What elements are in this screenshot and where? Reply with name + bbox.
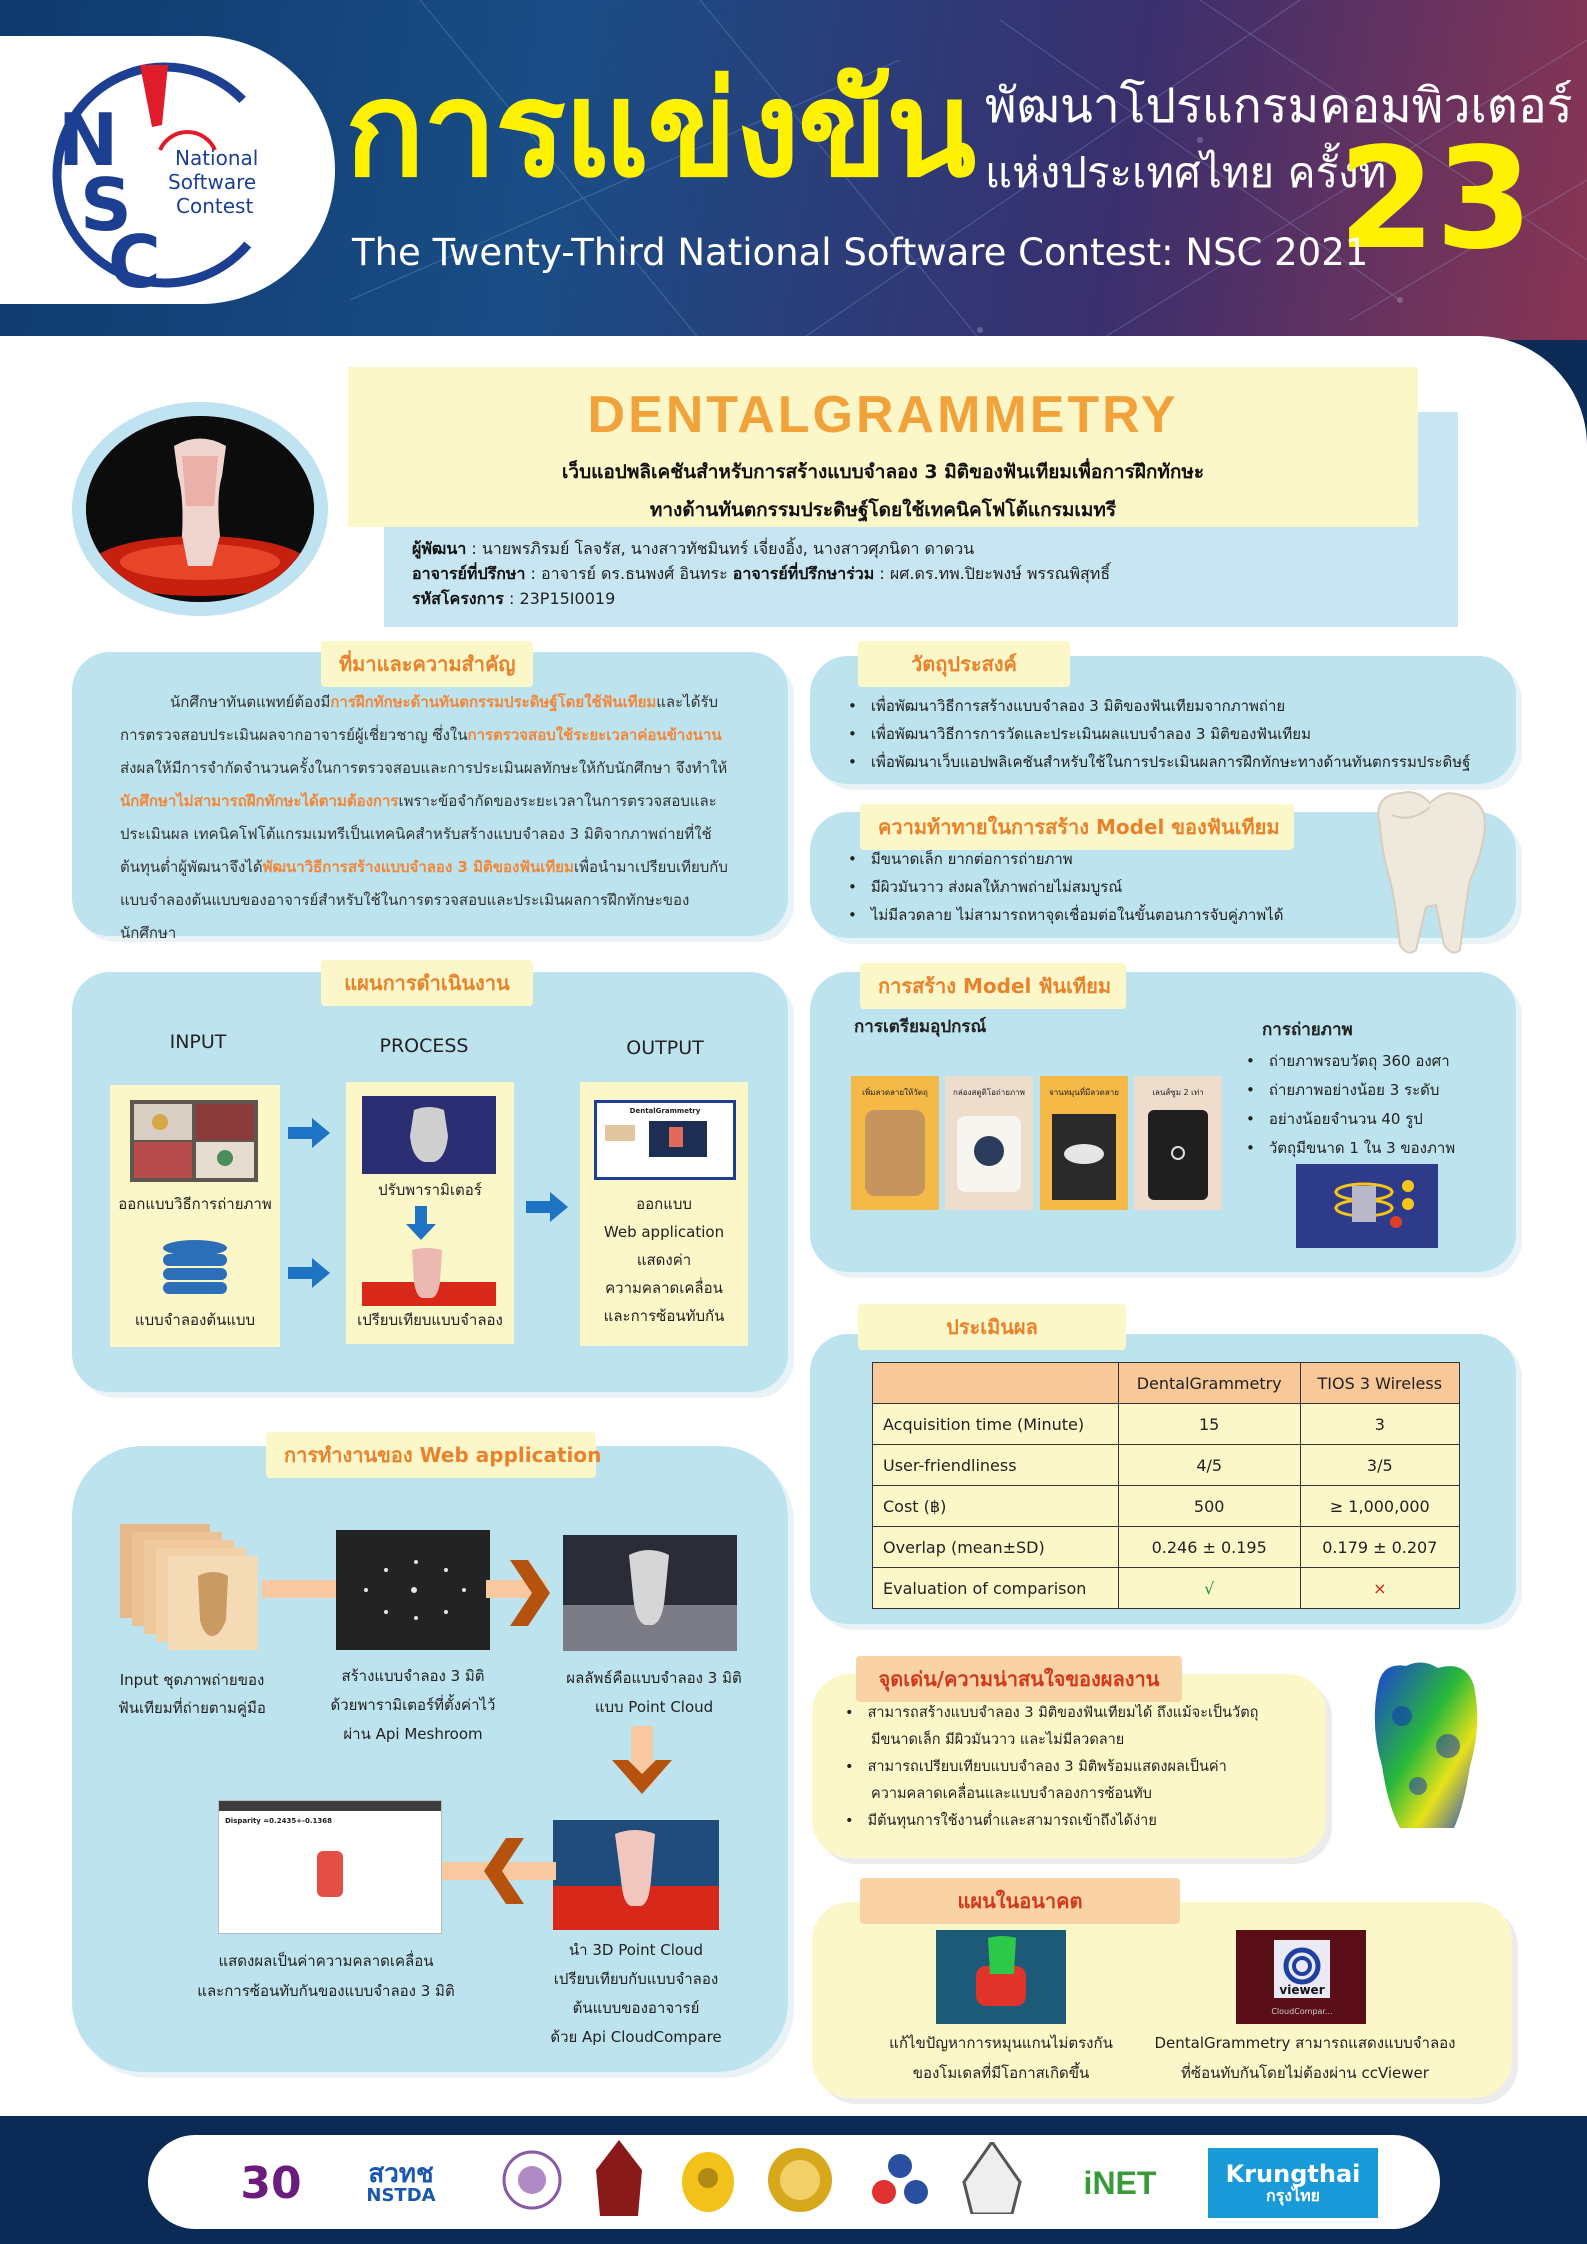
contest-title-english: The Twenty-Third National Software Contest: NSC 2021 bbox=[352, 231, 1369, 274]
bg-text-6a: ต้นทุนต่ำผู้พัฒนาจึงได้ bbox=[120, 858, 263, 876]
output-screen-title: DentalGrammetry bbox=[629, 1107, 701, 1115]
output-screen-image bbox=[594, 1100, 736, 1180]
seal-emblem-2 bbox=[594, 2140, 644, 2216]
capture-levels-image bbox=[1296, 1164, 1438, 1248]
photo-heading: การถ่ายภาพ bbox=[1262, 1020, 1353, 1040]
photo-samples-image bbox=[130, 1100, 258, 1182]
project-subtitle bbox=[348, 453, 1418, 529]
project-code-label: รหัสโครงการ bbox=[412, 589, 504, 608]
plan-title: แผนการดำเนินงาน bbox=[321, 960, 533, 1006]
zoom-lens-image bbox=[1148, 1110, 1208, 1200]
bg-text-4: เพราะข้อจำกัดของระยะเวลาในการตรวจสอบและ bbox=[398, 792, 717, 810]
table-cell: Cost (฿) bbox=[873, 1486, 1119, 1527]
anniversary-logo: 30 bbox=[240, 2157, 302, 2209]
step-label-line: ฟันเทียมที่ถ่ายตามคู่มือ bbox=[118, 1699, 266, 1717]
photo-item: • ถ่ายภาพอย่างน้อย 3 ระดับ bbox=[1246, 1076, 1486, 1105]
challenges-list bbox=[848, 845, 1348, 929]
equipment-card bbox=[1040, 1076, 1128, 1210]
background-line-3 bbox=[120, 752, 745, 785]
evaluation-title: ประเมินผล bbox=[858, 1304, 1126, 1350]
objective-item: • เพื่อพัฒนาเว็บแอปพลิเคชันสำหรับใช้ในการประเมินผลการฝึกทักษะทางด้านทันตกรรมประดิษฐ์ bbox=[848, 748, 1508, 776]
future-label-line: ของโมเดลที่มีโอกาสเกิดขึ้น bbox=[912, 2064, 1090, 2082]
plan-output-heading: OUTPUT bbox=[626, 1037, 704, 1059]
bg-text-7: แบบจำลองต้นแบบของอาจารย์สำหรับใช้ในการตรวจสอบและประเมินผลการฝึกทักษะของนักศึกษา bbox=[120, 891, 690, 942]
output-label-line: ความคลาดเคลื่อน bbox=[605, 1279, 723, 1297]
table-cell: 500 bbox=[1118, 1486, 1300, 1527]
table-cell: Overlap (mean±SD) bbox=[873, 1527, 1119, 1568]
step-label-line: ผ่าน Api Meshroom bbox=[343, 1725, 483, 1743]
advisor-label: อาจารย์ที่ปรึกษา bbox=[412, 564, 526, 583]
webapp-step4-label bbox=[530, 1936, 742, 2052]
advisor-row: อาจารย์ที่ปรึกษา : อาจารย์ ดร.ธนพงศ์ อินทระ อาจารย์ที่ปรึกษาร่วม : ผศ.ดร.ทพ.ปิยะพงษ์ พรรณพิสุทธิ์ bbox=[412, 564, 1111, 583]
cross-mark-cell: × bbox=[1300, 1568, 1459, 1609]
developers-label: ผู้พัฒนา bbox=[412, 539, 467, 558]
textured-tooth-image bbox=[865, 1110, 925, 1196]
logo-letter-s: S bbox=[80, 163, 132, 247]
advisor-value: อาจารย์ ดร.ธนพงศ์ อินทระ bbox=[541, 564, 728, 583]
table-row bbox=[873, 1568, 1460, 1609]
chevron-down-icon bbox=[612, 1760, 672, 1794]
flow-connector bbox=[262, 1580, 342, 1598]
check-mark-cell: √ bbox=[1118, 1568, 1300, 1609]
inet-logo: iNET bbox=[1083, 2164, 1157, 2201]
table-row bbox=[873, 1486, 1460, 1527]
objectives-title: วัตถุประสงค์ bbox=[858, 641, 1070, 687]
table-cell: User-friendliness bbox=[873, 1445, 1119, 1486]
table-cell: ≥ 1,000,000 bbox=[1300, 1486, 1459, 1527]
background-line-4 bbox=[120, 785, 745, 818]
plan-input-model-label: แบบจำลองต้นแบบ bbox=[134, 1311, 256, 1329]
webapp-step5-label bbox=[176, 1946, 476, 2006]
bg-highlight-4: พัฒนาวิธีการสร้างแบบจำลอง 3 มิติของฟันเทียม bbox=[262, 858, 574, 876]
nstda-logo bbox=[336, 2148, 466, 2218]
objectives-list bbox=[848, 692, 1508, 776]
challenges-title: ความท้าทายในการสร้าง Model ของฟันเทียม bbox=[860, 804, 1294, 850]
background-title: ที่มาและความสำคัญ bbox=[321, 641, 533, 687]
step-label-line: แบบ Point Cloud bbox=[594, 1698, 714, 1716]
nstda-thai-text: สวทช bbox=[368, 2159, 434, 2189]
output-label-line: Web application bbox=[603, 1223, 725, 1241]
background-line-6 bbox=[120, 851, 745, 884]
step-label-line: Input ชุดภาพถ่ายของ bbox=[119, 1671, 265, 1689]
logo-letter-c: C bbox=[108, 220, 161, 295]
equipment-label: เพิ่มลวดลายให้วัตถุ bbox=[862, 1088, 928, 1097]
table-cell: Evaluation of comparison bbox=[873, 1568, 1119, 1609]
table-cell: 0.246 ± 0.195 bbox=[1118, 1527, 1300, 1568]
bg-text-5: ประเมินผล เทคนิคโฟโต้แกรมเมทรีเป็นเทคนิคสำหรับสร้างแบบจำลอง 3 มิติจากภาพถ่ายที่ใช้ bbox=[120, 825, 712, 843]
table-row bbox=[873, 1404, 1460, 1445]
developers-row: ผู้พัฒนา : นายพรภิรมย์ โลจรัส, นางสาวทัชมินทร์ เจี่ยงอิ้ง, นางสาวศุภนิดา ดาดวน bbox=[412, 539, 975, 558]
logo-text-software: Software bbox=[168, 170, 257, 194]
step-label-line: แสดงผลเป็นค่าความคลาดเคลื่อน bbox=[218, 1952, 434, 1970]
compare-model-image bbox=[362, 1246, 496, 1306]
table-cell: 4/5 bbox=[1118, 1445, 1300, 1486]
contest-subtitle-line2: แห่งประเทศไทย ครั้งที่ bbox=[985, 148, 1387, 197]
ccviewer-logo bbox=[1236, 1930, 1366, 2024]
step-label-line: นำ 3D Point Cloud bbox=[568, 1941, 704, 1959]
bg-highlight-1: การฝึกทักษะด้านทันตกรรมประดิษฐ์โดยใช้ฟันเทียม bbox=[330, 693, 657, 711]
project-subtitle-line1: เว็บแอปพลิเคชันสำหรับการสร้างแบบจำลอง 3 มิติของฟันเทียมเพื่อการฝึกทักษะ bbox=[561, 461, 1205, 483]
webapp-step2-label bbox=[306, 1662, 520, 1749]
sparse-cloud-image bbox=[336, 1530, 490, 1650]
future-item2-label bbox=[1140, 2028, 1470, 2088]
equipment-label: จานหมุนที่มีลวดลาย bbox=[1049, 1088, 1119, 1097]
chevron-left-icon bbox=[484, 1838, 524, 1908]
photo-item: • อย่างน้อยจำนวน 40 รูป bbox=[1246, 1105, 1486, 1134]
future-label-line: ที่ซ้อนทับกันโดยไม่ต้องผ่าน ccViewer bbox=[1181, 2064, 1429, 2082]
bg-text-2a: การตรวจสอบประเมินผลจากอาจารย์ผู้เชี่ยวชาญ ซึ่งใน bbox=[120, 726, 468, 744]
highlight-text: สามารถสร้างแบบจำลอง 3 มิติของฟันเทียมได้ ถึงแม้จะเป็นวัตถุ bbox=[867, 1705, 1259, 1721]
challenge-item: • ไม่มีลวดลาย ไม่สามารถหาจุดเชื่อมต่อในขั้นตอนการจับคู่ภาพได้ bbox=[848, 901, 1348, 929]
build-model-title: การสร้าง Model ฟันเทียม bbox=[860, 963, 1126, 1009]
highlights-list bbox=[845, 1700, 1305, 1835]
nstda-en-text: NSTDA bbox=[366, 2185, 436, 2206]
logo-text-national: National bbox=[175, 146, 259, 170]
parameter-model-image bbox=[362, 1096, 496, 1174]
challenge-item: • มีขนาดเล็ก ยากต่อการถ่ายภาพ bbox=[848, 845, 1348, 873]
evaluation-table bbox=[872, 1362, 1460, 1609]
bg-highlight-3: นักศึกษาไม่สามารถฝึกทักษะได้ตามต้องการ bbox=[120, 792, 399, 810]
step-label-line: ด้วยพารามิเตอร์ที่ตั้งค่าไว้ bbox=[330, 1696, 496, 1714]
background-text bbox=[120, 686, 745, 950]
compare-cloud-image bbox=[553, 1820, 719, 1930]
future-label-line: แก้ไขปัญหาการหมุนแกนไม่ตรงกัน bbox=[889, 2034, 1113, 2052]
arrow-right-icon bbox=[526, 1192, 568, 1222]
webapp-step1-label bbox=[96, 1666, 288, 1722]
table-cell: 0.179 ± 0.207 bbox=[1300, 1527, 1459, 1568]
coadvisor-value: ผศ.ดร.ทพ.ปิยะพงษ์ พรรณพิสุทธิ์ bbox=[889, 564, 1111, 583]
bg-text-3: ส่งผลให้มีการจำกัดจำนวนครั้งในการตรวจสอบและการประเมินผลทักษะให้กับนักศึกษา จึงทำให้ bbox=[120, 759, 728, 777]
step-label-line: ต้นแบบของอาจารย์ bbox=[572, 1999, 700, 2017]
equipment-label: กล่องสตูดิโอถ่ายภาพ bbox=[953, 1088, 1025, 1097]
photo-stack-image bbox=[120, 1524, 266, 1654]
output-label-line: แสดงค่า bbox=[636, 1251, 692, 1269]
webapp-title: การทำงานของ Web application bbox=[266, 1432, 596, 1478]
project-image bbox=[72, 402, 328, 616]
seal-emblem-4 bbox=[766, 2146, 834, 2214]
developers-value: นายพรภิรมย์ โลจรัส, นางสาวทัชมินทร์ เจี่ยงอิ้ง, นางสาวศุภนิดา ดาดวน bbox=[481, 539, 975, 558]
photo-item: • วัตถุมีขนาด 1 ใน 3 ของภาพ bbox=[1246, 1134, 1486, 1163]
turntable-image bbox=[1052, 1114, 1116, 1200]
table-row bbox=[873, 1445, 1460, 1486]
contest-title-thai: การแข่งขัน bbox=[345, 53, 975, 207]
seal-emblem-6 bbox=[960, 2142, 1024, 2214]
plan-input-heading: INPUT bbox=[169, 1031, 227, 1053]
table-header-cell: TIOS 3 Wireless bbox=[1300, 1363, 1459, 1404]
plan-input-photo-label: ออกแบบวิธีการถ่ายภาพ bbox=[118, 1195, 272, 1213]
highlight-text: สามารถเปรียบเทียบแบบจำลอง 3 มิติพร้อมแสดงผลเป็นค่า bbox=[867, 1759, 1227, 1775]
logo-text-contest: Contest bbox=[176, 194, 254, 218]
equipment-card bbox=[945, 1076, 1033, 1210]
header-banner bbox=[0, 0, 1587, 340]
seal-emblem-1 bbox=[502, 2150, 562, 2210]
table-cell: 15 bbox=[1118, 1404, 1300, 1445]
table-header-row bbox=[873, 1363, 1460, 1404]
database-icon bbox=[160, 1238, 230, 1294]
highlight-text: มีต้นทุนการใช้งานต่ำและสามารถเข้าถึงได้ง่าย bbox=[867, 1813, 1157, 1829]
equipment-card bbox=[1134, 1076, 1222, 1210]
tooth-point-cloud-image bbox=[86, 416, 314, 602]
challenge-item: • มีผิวมันวาว ส่งผลให้ภาพถ่ายไม่สมบูรณ์ bbox=[848, 873, 1348, 901]
background-line-5 bbox=[120, 818, 745, 851]
bg-text-1a: นักศึกษาทันตแพทย์ต้องมี bbox=[170, 693, 331, 711]
viewer-logo-text: viewer bbox=[1279, 1983, 1325, 1997]
highlight-item bbox=[845, 1754, 1305, 1808]
step-label-line: สร้างแบบจำลอง 3 มิติ bbox=[341, 1667, 485, 1685]
contest-subtitle-line1: พัฒนาโปรแกรมคอมพิวเตอร์ bbox=[985, 78, 1573, 134]
table-cell: 3 bbox=[1300, 1404, 1459, 1445]
krungthai-logo bbox=[1208, 2148, 1378, 2218]
plan-process-compare-label: เปรียบเทียบแบบจำลอง bbox=[357, 1311, 503, 1329]
photo-list bbox=[1246, 1047, 1486, 1163]
objective-item: • เพื่อพัฒนาวิธีการสร้างแบบจำลอง 3 มิติของฟันเทียมจากภาพถ่าย bbox=[848, 692, 1508, 720]
seal-emblem-3 bbox=[680, 2142, 736, 2214]
studio-box-image bbox=[957, 1116, 1021, 1192]
photo-item: • ถ่ายภาพรอบวัตถุ 360 องศา bbox=[1246, 1047, 1486, 1076]
viewer-caption: CloudCompar... bbox=[1271, 2007, 1333, 2016]
plan-output-label bbox=[580, 1190, 748, 1330]
result-disparity-text: Disparity =0.2435+-0.1368 bbox=[225, 1817, 332, 1825]
step-label-line: ผลลัพธ์คือแบบจำลอง 3 มิติ bbox=[566, 1669, 742, 1687]
output-label-line: ออกแบบ bbox=[636, 1195, 692, 1213]
bg-highlight-2: การตรวจสอบใช้ระยะเวลาค่อนข้างนาน bbox=[467, 726, 722, 744]
highlights-title: จุดเด่น/ความน่าสนใจของผลงาน bbox=[856, 1656, 1182, 1702]
table-cell: Acquisition time (Minute) bbox=[873, 1404, 1119, 1445]
highlight-text: ความคลาดเคลื่อนและแบบจำลองการซ้อนทับ bbox=[871, 1786, 1152, 1802]
contest-number: 23 bbox=[1338, 118, 1533, 281]
background-line-7 bbox=[120, 884, 745, 950]
project-code-value: 23P15I0019 bbox=[519, 589, 616, 608]
coadvisor-label: อาจารย์ที่ปรึกษาร่วม bbox=[732, 564, 875, 583]
nsc-logo bbox=[40, 55, 290, 295]
project-code-row: รหัสโครงการ : 23P15I0019 bbox=[412, 589, 616, 608]
objective-item: • เพื่อพัฒนาวิธีการการวัดและประเมินผลแบบจำลอง 3 มิติของฟันเทียม bbox=[848, 720, 1508, 748]
krungthai-en-text: Krungthai bbox=[1225, 2160, 1361, 2188]
bg-text-1b: และได้รับ bbox=[656, 693, 719, 711]
plan-process-heading: PROCESS bbox=[379, 1035, 469, 1057]
highlight-text: มีขนาดเล็ก มีผิวมันวาว และไม่มีลวดลาย bbox=[871, 1732, 1125, 1748]
table-row bbox=[873, 1527, 1460, 1568]
logo-letter-n: N bbox=[58, 98, 119, 182]
highlight-item bbox=[845, 1700, 1305, 1754]
equipment-card bbox=[851, 1076, 939, 1210]
table-header-cell: DentalGrammetry bbox=[1118, 1363, 1300, 1404]
arrow-right-icon bbox=[288, 1118, 330, 1148]
output-label-line: และการซ้อนทับกัน bbox=[603, 1307, 725, 1325]
project-name: DENTALGRAMMETRY bbox=[587, 386, 1179, 444]
dense-model-image bbox=[563, 1535, 737, 1651]
bg-text-6b: เพื่อนำมาเปรียบเทียบกับ bbox=[573, 858, 728, 876]
step-label-line: เปรียบเทียบกับแบบจำลอง bbox=[553, 1970, 719, 1988]
equipment-label: เลนส์ซูม 2 เท่า bbox=[1152, 1088, 1204, 1097]
chevron-right-icon bbox=[510, 1560, 560, 1630]
webapp-step3-label bbox=[548, 1664, 760, 1722]
rotation-issue-image bbox=[936, 1930, 1066, 2024]
table-header-cell bbox=[873, 1363, 1119, 1404]
project-title-block bbox=[348, 367, 1418, 527]
arrow-down-icon bbox=[406, 1206, 436, 1240]
background-line-1 bbox=[120, 686, 745, 719]
krungthai-th-text: กรุงไทย bbox=[1265, 2186, 1321, 2206]
future-label-line: DentalGrammetry สามารถแสดงแบบจำลอง bbox=[1154, 2034, 1456, 2052]
future-title: แผนในอนาคต bbox=[860, 1878, 1180, 1924]
seal-emblem-5 bbox=[866, 2146, 934, 2214]
highlight-item bbox=[845, 1808, 1305, 1835]
future-item1-label bbox=[866, 2028, 1136, 2088]
heatmap-tooth-image bbox=[1362, 1656, 1490, 1836]
plan-process-param-label: ปรับพารามิเตอร์ bbox=[378, 1181, 482, 1199]
tooth-image bbox=[1362, 785, 1502, 960]
step-label-line: ด้วย Api CloudCompare bbox=[550, 2028, 722, 2046]
project-info bbox=[412, 536, 1110, 611]
arrow-right-icon bbox=[288, 1258, 330, 1288]
result-screen-image bbox=[218, 1800, 442, 1934]
project-subtitle-line2: ทางด้านทันตกรรมประดิษฐ์โดยใช้เทคนิคโฟโต้แกรมเมทรี bbox=[649, 499, 1117, 521]
table-cell: 3/5 bbox=[1300, 1445, 1459, 1486]
background-line-2 bbox=[120, 719, 745, 752]
step-label-line: และการซ้อนทับกันของแบบจำลอง 3 มิติ bbox=[197, 1982, 455, 2000]
equipment-heading: การเตรียมอุปกรณ์ bbox=[854, 1017, 987, 1037]
